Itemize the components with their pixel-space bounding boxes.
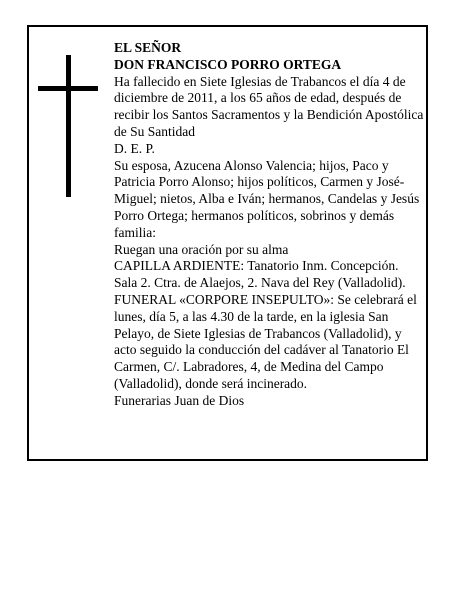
family-list: Su esposa, Azucena Alonso Valencia; hijos, Paco y Patricia Porro Alonso; hijos políticos, Carmen y José-Miguel; nietos, Alba e Iván; hermanos, Candelas y Jesús Porro Ortega; hermanos políticos, sobrinos y demás familia: <box>114 157 420 240</box>
obituary-text <box>114 40 425 410</box>
prayer-request: Ruegan una oración por su alma <box>114 241 289 257</box>
funeral-home: Funerarias Juan de Dios <box>114 392 245 408</box>
cross-vertical-bar <box>66 55 71 197</box>
funeral-info: FUNERAL «CORPORE INSEPULTO»: Se celebrará el lunes, día 5, a las 4.30 de la tarde, en la iglesia San Pelayo, de Siete Iglesias de Trabancos (Valladolid), y acto seguido la conducción del cadáver al Tanatorio El Carmen, C/. Labradores, 4, de Medina del Campo (Valladolid), donde será incinerado. <box>114 291 417 391</box>
cross-horizontal-bar <box>38 86 98 91</box>
chapel-info: CAPILLA ARDIENTE: Tanatorio Inm. Concepción. Sala 2. Ctra. de Alaejos, 2. Nava del Rey (Valladolid). <box>114 258 406 291</box>
deceased-name: DON FRANCISCO PORRO ORTEGA <box>114 56 342 72</box>
rip-text: D. E. P. <box>114 140 155 156</box>
obituary-heading: EL SEÑOR <box>114 40 182 55</box>
death-announcement: Ha fallecido en Siete Iglesias de Trabancos el día 4 de diciembre de 2011, a los 65 años de edad, después de recibir los Santos Sacramentos y la Bendición Apostólica de Su Santidad <box>114 73 424 139</box>
